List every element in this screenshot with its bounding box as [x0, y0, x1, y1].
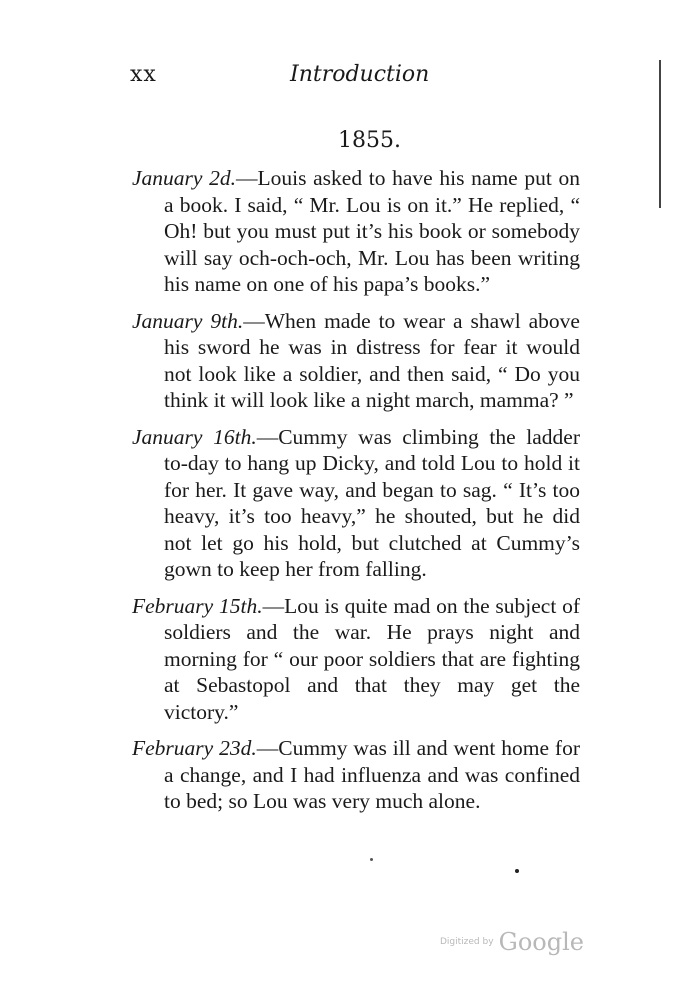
entry-text: —Cummy was ill and went home for a change, and I had influenza and was confined to bed; so Lou was very much alone.	[164, 736, 580, 813]
ink-speck	[515, 869, 519, 873]
entry-date: January 16th.	[132, 424, 257, 449]
diary-entry	[132, 424, 580, 583]
entry-date: February 23d.	[132, 736, 257, 760]
diary-entry	[132, 593, 580, 726]
entry-text: —Lou is quite mad on the subject of soldiers and the war. He prays night and morning for “ our poor soldiers that are fighting at Sebastopol and that they may get the victory.”	[164, 593, 580, 724]
diary-entry	[132, 308, 580, 414]
google-watermark	[440, 928, 584, 956]
entry-text: —Cummy was climbing the ladder to-day to hang up Dicky, and told Lou to hold it for her. It gave way, and began to sag. “ It’s too heavy, it’s too heavy,” he shouted, but he did not let go his hold, but clutched at Cummy’s gown to keep her from falling.	[164, 424, 580, 581]
margin-rule	[659, 60, 661, 208]
entry-text: —Louis asked to have his name put on a book. I said, “ Mr. Lou is on it.” He replied, “ Oh! but you must put it’s his book or somebody will say och-och-och, Mr. Lou has been writing his name on one of his papa’s books.”	[164, 166, 581, 296]
watermark-prefix: Digitized by	[440, 937, 494, 947]
entry-date: January 2d.	[132, 166, 236, 190]
ink-speck	[370, 858, 373, 861]
entry-date: January 9th.	[132, 308, 244, 333]
watermark-brand: Google	[498, 928, 584, 956]
year-heading: 1855.	[338, 128, 401, 153]
running-title: Introduction	[290, 62, 430, 87]
page-number: xx	[130, 62, 157, 87]
diary-entries	[132, 165, 580, 825]
diary-entry	[132, 735, 580, 815]
entry-text: —When made to wear a shawl above his sword he was in distress for fear it would not look like a soldier, and then said, “ Do you think it will look like a night march, mamma? ”	[164, 308, 580, 412]
running-header	[130, 62, 540, 92]
diary-entry	[132, 165, 580, 298]
entry-date: February 15th.	[132, 593, 263, 618]
